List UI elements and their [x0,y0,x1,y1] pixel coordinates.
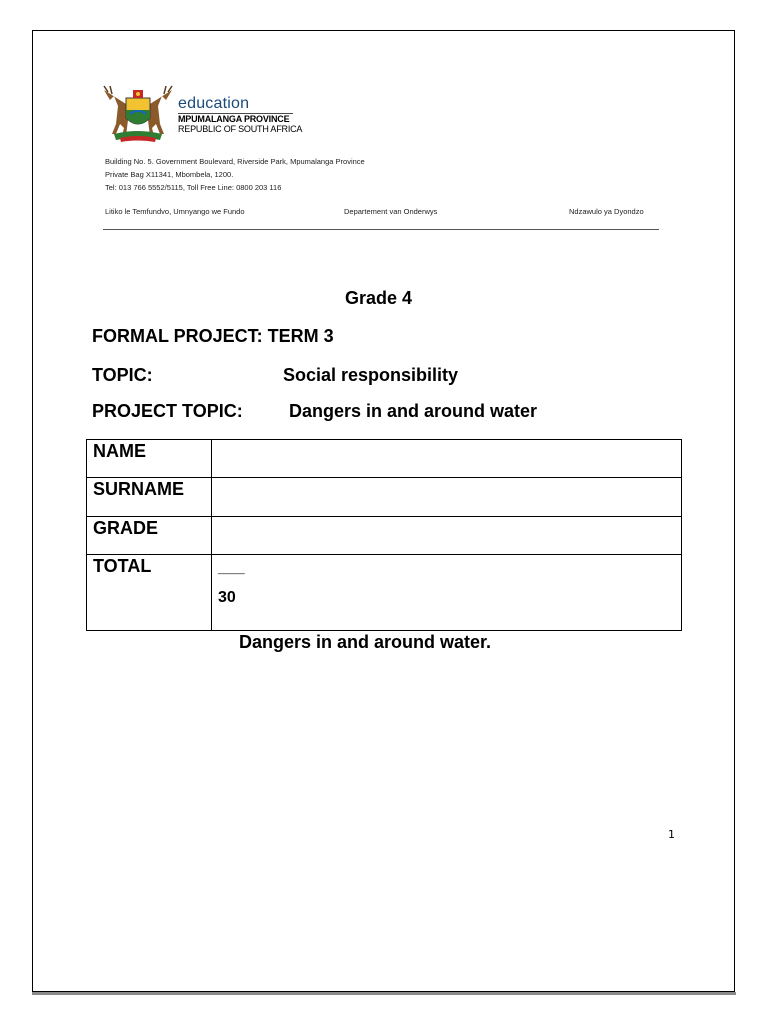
formal-project-heading: FORMAL PROJECT: TERM 3 [92,326,334,346]
grade-label-cell [87,517,212,555]
surname-label: SURNAME [93,479,185,499]
name-label: NAME [93,441,146,461]
department-name-xitsonga: Ndzawulo ya Dyondzo [569,207,644,216]
page-bottom-edge [32,992,736,995]
project-topic-label: PROJECT TOPIC: [92,401,243,421]
coat-of-arms-icon [100,84,176,146]
grade-label: GRADE [93,518,159,538]
address-line-1: Building No. 5. Government Boulevard, Riverside Park, Mpumalanga Province [105,157,365,166]
name-label-cell [87,440,212,478]
department-name-afrikaans: Departement van Onderwys [344,207,438,216]
grade-title: Grade 4 [345,288,413,308]
topic-label: TOPIC: [92,365,153,385]
total-label-cell [87,555,212,631]
total-field[interactable] [212,555,682,631]
department-name-siswati: Litiko le Temfundvo, Umnyango we Fundo [105,207,245,216]
table-row-name [87,440,682,478]
total-max-score: 30 [218,589,236,606]
table-row-grade [87,517,682,555]
surname-label-cell [87,478,212,517]
address-line-3: Tel: 013 766 5552/5115, Toll Free Line: 0800 203 116 [105,183,282,192]
project-subtitle: Dangers in and around water. [239,632,492,652]
province-name: MPUMALANGA PROVINCE [178,114,290,124]
republic-name: REPUBLIC OF SOUTH AFRICA [178,124,303,134]
page-number: 1 [668,828,675,841]
org-name: education [178,95,250,112]
total-label: TOTAL [93,556,152,576]
header-divider [103,229,659,230]
topic-value: Social responsibility [283,365,459,385]
table-row-surname [87,478,682,517]
total-score-blank: ___ [218,559,245,576]
learner-info-table [86,439,682,631]
grade-field[interactable] [212,517,682,555]
table-row-total [87,555,682,631]
name-field[interactable] [212,440,682,478]
address-line-2: Private Bag X11341, Mbombela, 1200. [105,170,234,179]
surname-field[interactable] [212,478,682,517]
project-topic-value: Dangers in and around water [289,401,538,421]
